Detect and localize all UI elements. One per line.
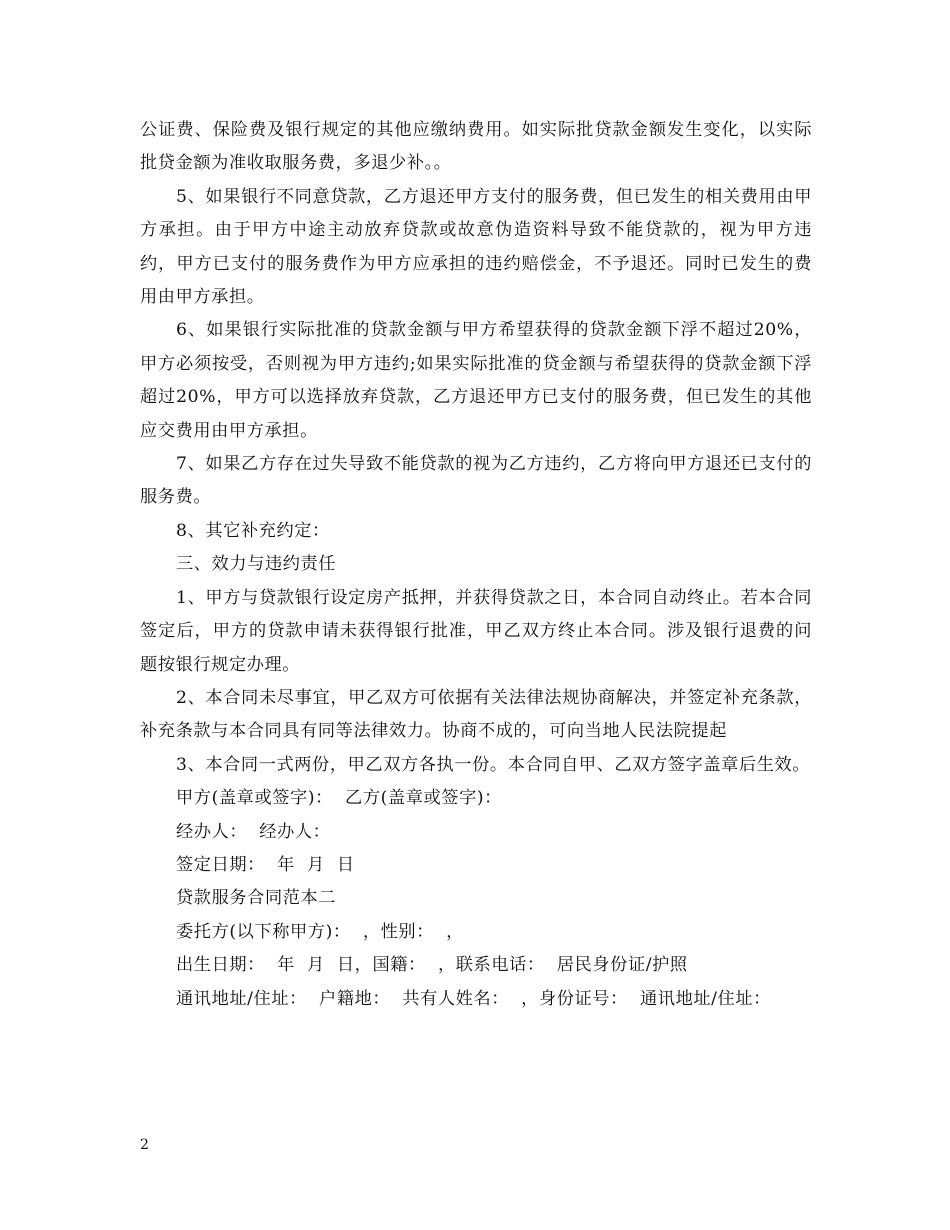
section-heading-effect-liability: 三、效力与违约责任 — [176, 554, 337, 575]
document-body — [140, 114, 812, 1016]
handler-line: 经办人： 经办人： — [176, 821, 331, 842]
template-two-title: 贷款服务合同范本二 — [176, 888, 337, 909]
paragraph-liability-2: 2、本合同未尽事宜，甲乙双方可依据有关法律法规协商解决，并签定补充条款，补充条款与本合同具有同等法律效力。协商不成的，可向当地人民法院提起 — [140, 687, 812, 742]
birth-date-line: 出生日期： 年 月 日，国籍： ，联系电话： 居民身份证/护照 — [176, 955, 688, 976]
signature-party-line: 甲方(盖章或签字)： 乙方(盖章或签字)： — [176, 788, 502, 809]
paragraph-clause-7: 7、如果乙方存在过失导致不能贷款的视为乙方违约，乙方将向甲方退还已支付的服务费。 — [140, 454, 812, 508]
paragraph-clause-8: 8、其它补充约定： — [176, 520, 330, 541]
paragraph-liability-3: 3、本合同一式两份，甲乙双方各执一份。本合同自甲、乙双方签字盖章后生效。 — [176, 754, 811, 775]
client-info-line: 委托方(以下称甲方)： ，性别： ， — [176, 921, 464, 942]
signing-date-line: 签定日期： 年 月 日 — [176, 854, 355, 875]
page-number: 2 — [140, 1137, 149, 1153]
paragraph-clause-6: 6、如果银行实际批准的贷款金额与甲方希望获得的贷款金额下浮不超过20%，甲方必须按受，否则视为甲方违约;如果实际批准的贷金额与希望获得的贷款金额下浮超过20%，甲方可以选择放弃贷款，乙方退还甲方已支付的服务费，但已发生的其他应交费用由甲方承担。 — [140, 320, 812, 441]
paragraph-fees-continuation: 公证费、保险费及银行规定的其他应缴纳费用。如实际批贷款金额发生变化，以实际批贷金额为准收取服务费，多退少补。。 — [140, 120, 812, 174]
paragraph-liability-1: 1、甲方与贷款银行设定房产抵押，并获得贷款之日，本合同自动终止。若本合同签定后，甲方的贷款申请未获得银行批准，甲乙双方终止本合同。涉及银行退费的问题按银行规定办理。 — [140, 587, 812, 675]
address-line: 通讯地址/住址： 户籍地： 共有人姓名： ，身份证号： 通讯地址/住址： — [176, 988, 771, 1009]
paragraph-clause-5: 5、如果银行不同意贷款，乙方退还甲方支付的服务费，但已发生的相关费用由甲方承担。由于甲方中途主动放弃贷款或故意伪造资料导致不能贷款的，视为甲方违约，甲方已支付的服务费作为甲方应承担的违约赔偿金，不予退还。同时已发生的费用由甲方承担。 — [140, 186, 812, 308]
